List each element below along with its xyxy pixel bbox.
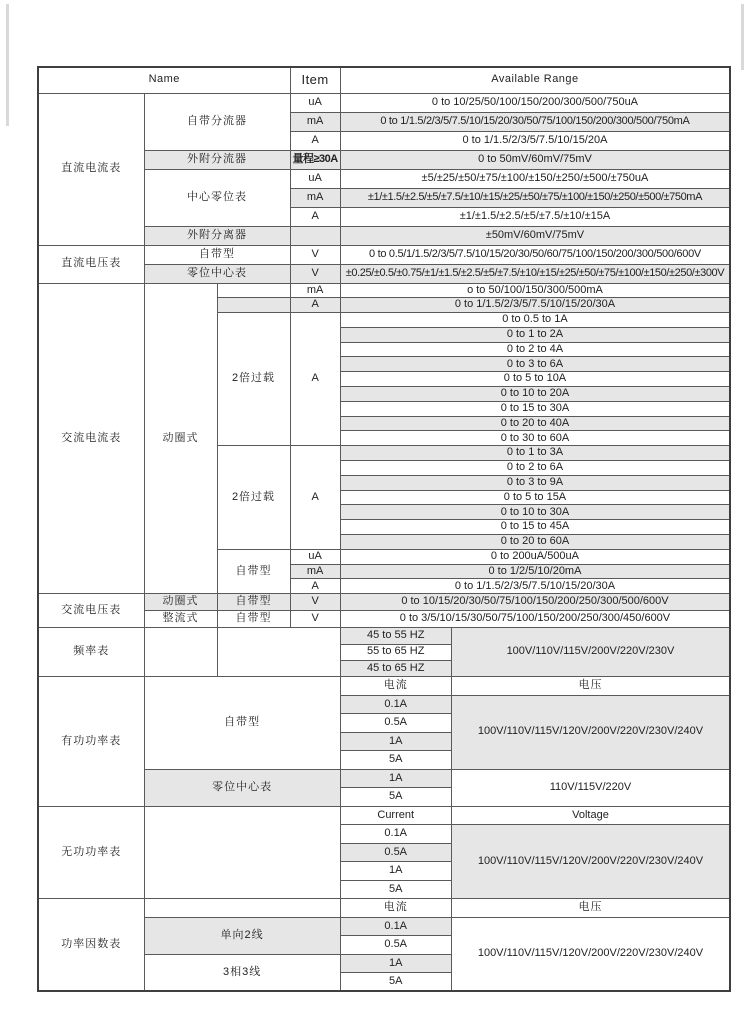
type-cell: 动圈式	[144, 283, 217, 594]
group-label-cell: 外附分离器	[144, 226, 290, 245]
range-cell: 0 to 3 to 9A	[340, 475, 730, 490]
col-header-item: Item	[290, 67, 340, 93]
range-cell: 0 to 50mV/60mV/75mV	[340, 150, 730, 169]
group-label-cell: 自带型	[217, 549, 290, 593]
range-cell: 0 to 3/5/10/15/30/50/75/100/150/200/250/300/450/600V	[340, 611, 730, 628]
current-cell: 0.1A	[340, 825, 451, 844]
range-cell: ±50mV/60mV/75mV	[340, 226, 730, 245]
item-cell: uA	[290, 549, 340, 564]
group-label-cell: 2倍过载	[217, 313, 290, 446]
range-cell: 0 to 1/2/5/10/20mA	[340, 564, 730, 579]
ac-voltmeter-name-cell: 交流电压表	[38, 594, 144, 628]
group-label-cell: 自带型	[144, 245, 290, 264]
range-cell: 0 to 10 to 20A	[340, 387, 730, 402]
item-cell: mA	[290, 188, 340, 207]
item-cell: V	[290, 264, 340, 283]
current-cell: 1A	[340, 954, 451, 973]
group-label-cell: 2倍过载	[217, 446, 290, 550]
item-cell: mA	[290, 112, 340, 131]
blank-cell	[217, 283, 290, 298]
blank-cell	[217, 628, 340, 677]
group-label-cell: 零位中心表	[144, 264, 290, 283]
range-cell: 0 to 1/1.5/2/3/5/7.5/10/15/20A	[340, 131, 730, 150]
range-cell: 0 to 15 to 30A	[340, 401, 730, 416]
scan-artifact-left	[6, 4, 9, 126]
range-cell: ±1/±1.5/±2.5/±5/±7.5/±10/±15/±25/±50/±75/±100/±150/±250/±500/±750mA	[340, 188, 730, 207]
current-header-cell: 电流	[340, 899, 451, 918]
range-cell: 0 to 1 to 3A	[340, 446, 730, 461]
voltage-cell: 100V/110V/115V/120V/200V/220V/230V/240V	[451, 695, 730, 769]
current-cell: 5A	[340, 788, 451, 807]
range-cell: 0 to 0.5/1/1.5/2/3/5/7.5/10/15/20/30/50/60/75/100/150/200/300/500/600V	[340, 245, 730, 264]
group-label-cell: 中心零位表	[144, 169, 290, 226]
voltage-cell: 100V/110V/115V/200V/220V/230V	[451, 628, 730, 677]
voltage-header-cell: 电压	[451, 899, 730, 918]
col-header-range: Available Range	[340, 67, 730, 93]
col-header-name: Name	[38, 67, 290, 93]
reactive-power-name-cell: 无功功率表	[38, 806, 144, 899]
group-label-cell: 自带型	[217, 611, 290, 628]
frequency-meter-name-cell: 频率表	[38, 628, 144, 677]
item-cell: A	[290, 207, 340, 226]
item-cell: V	[290, 594, 340, 611]
range-cell: 0 to 1/1.5/2/3/5/7.5/10/15/20/30A	[340, 579, 730, 594]
power-factor-name-cell: 功率因数表	[38, 899, 144, 992]
blank-cell	[217, 298, 290, 313]
item-cell: mA	[290, 283, 340, 298]
current-cell: 0.5A	[340, 936, 451, 955]
band-cell: 55 to 65 HZ	[340, 644, 451, 660]
current-cell: 5A	[340, 973, 451, 992]
range-cell: ±1/±1.5/±2.5/±5/±7.5/±10/±15A	[340, 207, 730, 226]
range-cell: 0 to 20 to 60A	[340, 535, 730, 550]
ac-ammeter-name-cell: 交流电流表	[38, 283, 144, 594]
type-cell: 整流式	[144, 611, 217, 628]
item-cell: uA	[290, 93, 340, 112]
item-cell: uA	[290, 169, 340, 188]
item-cell: A	[290, 313, 340, 446]
band-cell: 45 to 65 HZ	[340, 660, 451, 676]
range-cell: 0 to 10 to 30A	[340, 505, 730, 520]
current-header-cell: 电流	[340, 677, 451, 696]
range-cell: 0 to 10/15/20/30/50/75/100/150/200/250/300/500/600V	[340, 594, 730, 611]
range-cell: 0 to 5 to 10A	[340, 372, 730, 387]
range-cell: 0 to 20 to 40A	[340, 416, 730, 431]
item-cell: 量程≥30A	[290, 150, 340, 169]
item-cell: A	[290, 446, 340, 550]
voltage-header-cell: 电压	[451, 677, 730, 696]
group-label-cell: 自带型	[217, 594, 290, 611]
range-cell: o to 50/100/150/300/500mA	[340, 283, 730, 298]
current-cell: 1A	[340, 732, 451, 751]
band-cell: 45 to 55 HZ	[340, 628, 451, 644]
active-power-name-cell: 有功功率表	[38, 677, 144, 807]
group-label-cell: 单向2线	[144, 917, 340, 954]
voltage-header-cell: Voltage	[451, 806, 730, 825]
item-cell: A	[290, 131, 340, 150]
type-cell: 动圈式	[144, 594, 217, 611]
current-cell: 1A	[340, 769, 451, 788]
group-label-cell: 3相3线	[144, 954, 340, 991]
range-cell: 0 to 5 to 15A	[340, 490, 730, 505]
current-cell: 5A	[340, 751, 451, 770]
group-label-cell: 自带分流器	[144, 93, 290, 150]
range-cell: 0 to 10/25/50/100/150/200/300/500/750uA	[340, 93, 730, 112]
current-cell: 1A	[340, 862, 451, 881]
item-cell: V	[290, 611, 340, 628]
voltage-cell: 100V/110V/115V/120V/200V/220V/230V/240V	[451, 825, 730, 899]
range-cell: 0 to 2 to 4A	[340, 342, 730, 357]
current-cell: 0.5A	[340, 714, 451, 733]
blank-cell	[144, 899, 340, 918]
current-cell: 0.1A	[340, 695, 451, 714]
range-cell: ±5/±25/±50/±75/±100/±150/±250/±500/±750uA	[340, 169, 730, 188]
range-cell: 0 to 200uA/500uA	[340, 549, 730, 564]
group-label-cell: 自带型	[144, 677, 340, 770]
range-cell: 0 to 30 to 60A	[340, 431, 730, 446]
range-cell: 0 to 3 to 6A	[340, 357, 730, 372]
blank-cell	[144, 628, 217, 677]
range-cell: 0 to 2 to 6A	[340, 461, 730, 476]
current-cell: 5A	[340, 880, 451, 899]
item-cell: A	[290, 579, 340, 594]
voltage-cell: 110V/115V/220V	[451, 769, 730, 806]
meter-spec-table	[37, 66, 731, 992]
dc-ammeter-name-cell: 直流电流表	[38, 93, 144, 245]
dc-voltmeter-name-cell: 直流电压表	[38, 245, 144, 283]
item-cell: A	[290, 298, 340, 313]
group-label-cell: 外附分流器	[144, 150, 290, 169]
scan-artifact-right	[741, 4, 744, 70]
range-cell: 0 to 15 to 45A	[340, 520, 730, 535]
item-cell: V	[290, 245, 340, 264]
item-cell: mA	[290, 564, 340, 579]
group-label-cell: 零位中心表	[144, 769, 340, 806]
blank-cell	[144, 806, 340, 899]
current-cell: 0.1A	[340, 917, 451, 936]
item-cell	[290, 226, 340, 245]
range-cell: ±0.25/±0.5/±0.75/±1/±1.5/±2.5/±5/±7.5/±10/±15/±25/±50/±75/±100/±150/±250/±300V	[340, 264, 730, 283]
range-cell: 0 to 1/1.5/2/3/5/7.5/10/15/20/30/50/75/100/150/200/300/500/750mA	[340, 112, 730, 131]
voltage-cell: 100V/110V/115V/120V/200V/220V/230V/240V	[451, 917, 730, 991]
current-header-cell: Current	[340, 806, 451, 825]
current-cell: 0.5A	[340, 843, 451, 862]
range-cell: 0 to 0.5 to 1A	[340, 313, 730, 328]
range-cell: 0 to 1 to 2A	[340, 327, 730, 342]
range-cell: 0 to 1/1.5/2/3/5/7.5/10/15/20/30A	[340, 298, 730, 313]
